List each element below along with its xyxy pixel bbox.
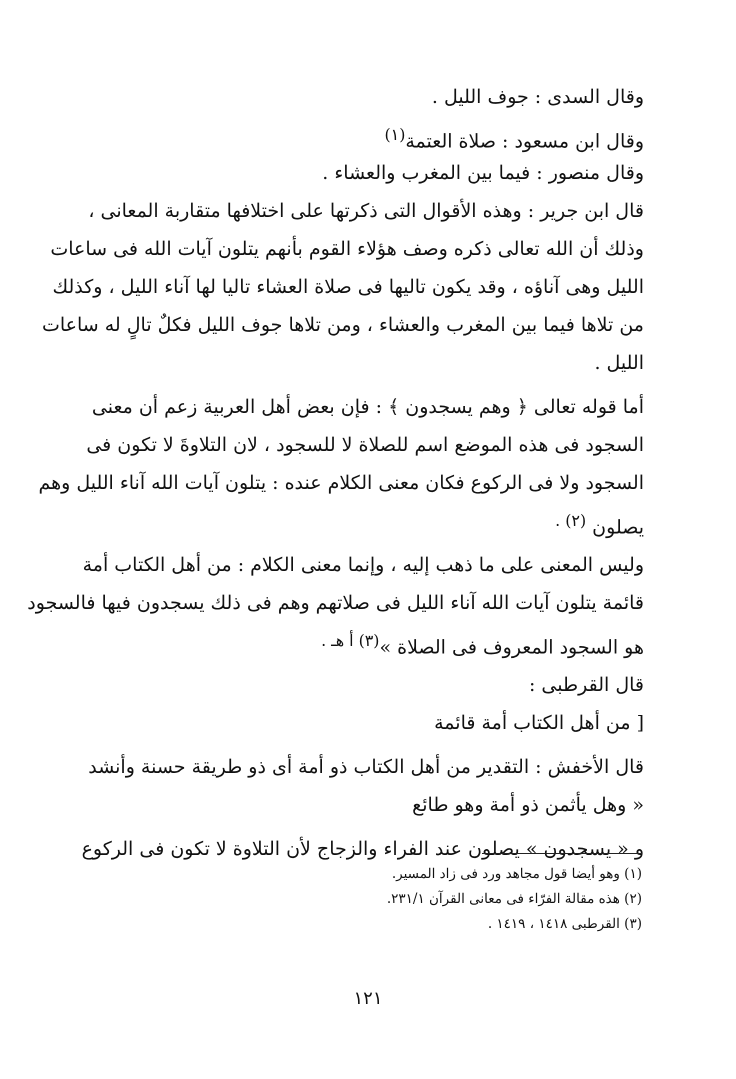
text-line: وذلك أن الله تعالى ذكره وصف هؤلاء القوم بأنهم يتلون آيات الله فى ساعات [50, 238, 644, 260]
footnote-marker: (٣) أ هـ . [321, 631, 380, 650]
text-line: من تلاها فيما بين المغرب والعشاء ، ومن تلاها جوف الليل فكلٌ تالٍ له ساعات [41, 314, 644, 336]
text-line: أما قوله تعالى ﴿ وهم يسجدون ﴾ : فإن بعض أهل العربية زعم أن معنى [91, 396, 644, 418]
text-line: وقال ابن مسعود : صلاة العتمة$^{(١)}$ [384, 125, 644, 153]
text-line: قال الأخفش : التقدير من أهل الكتاب ذو أمة أى ذو طريقة حسنة وأنشد [88, 756, 644, 778]
text-line: قائمة يتلون آيات الله آناء الليل فى صلاتهم وهم فى ذلك يسجدون فيها فالسجود [27, 592, 644, 614]
text-line: يصلون $^{(٢) .}$ [555, 511, 644, 539]
text-line: السجود ولا فى الركوع فكان معنى الكلام عنده : يتلون آيات الله آناء الليل وهم [38, 472, 644, 494]
text-line: وقال السدى : جوف الليل . [431, 86, 644, 108]
footnote-marker: (١) [384, 125, 406, 144]
text-line: وليس المعنى على ما ذهب إليه ، وإنما معنى الكلام : من أهل الكتاب أمة [82, 554, 644, 576]
footnotes [380, 862, 642, 937]
footnote-marker: (٢) . [555, 511, 587, 530]
footnote: (٢) هذه مقالة الفرّاء فى معانى القرآن ٢٣١/١. [386, 891, 642, 907]
text-line: و « يسجدون » يصلون عند الفراء والزجاج لأن التلاوة لا تكون فى الركوع [81, 838, 644, 860]
text-line: هو السجود المعروف فى الصلاة »$^{(٣) أ هـ .}$ [321, 631, 644, 659]
main-text [27, 78, 644, 868]
text-line: السجود فى هذه الموضع اسم للصلاة لا للسجود ، لان التلاوةَ لا تكون فى [86, 434, 644, 456]
footnote: (٣) القرطبى ١٤١٨ ، ١٤١٩ . [487, 916, 642, 932]
text-line: قال ابن جرير : وهذه الأقوال التى ذكرتها على اختلافها متقاربة المعانى ، [88, 200, 644, 222]
text-line: [ من أهل الكتاب أمة قائمة [434, 712, 644, 734]
text-line: الليل . [594, 352, 644, 374]
footnote: (١) وهو أيضا قول مجاهد ورد فى زاد المسير. [391, 866, 642, 882]
footnote-divider [482, 853, 642, 854]
text-line: « وهل يأثمن ذو أمة وهو طائع [412, 794, 644, 816]
page-number: ١٢١ [353, 988, 383, 1009]
text-line: قال القرطبى : [528, 674, 644, 696]
text-line: الليل وهى آناؤه ، وقد يكون تاليها فى صلاة العشاء تاليا لها آناء الليل ، وكذلك [52, 276, 644, 298]
text-line: وقال منصور : فيما بين المغرب والعشاء . [322, 162, 644, 184]
